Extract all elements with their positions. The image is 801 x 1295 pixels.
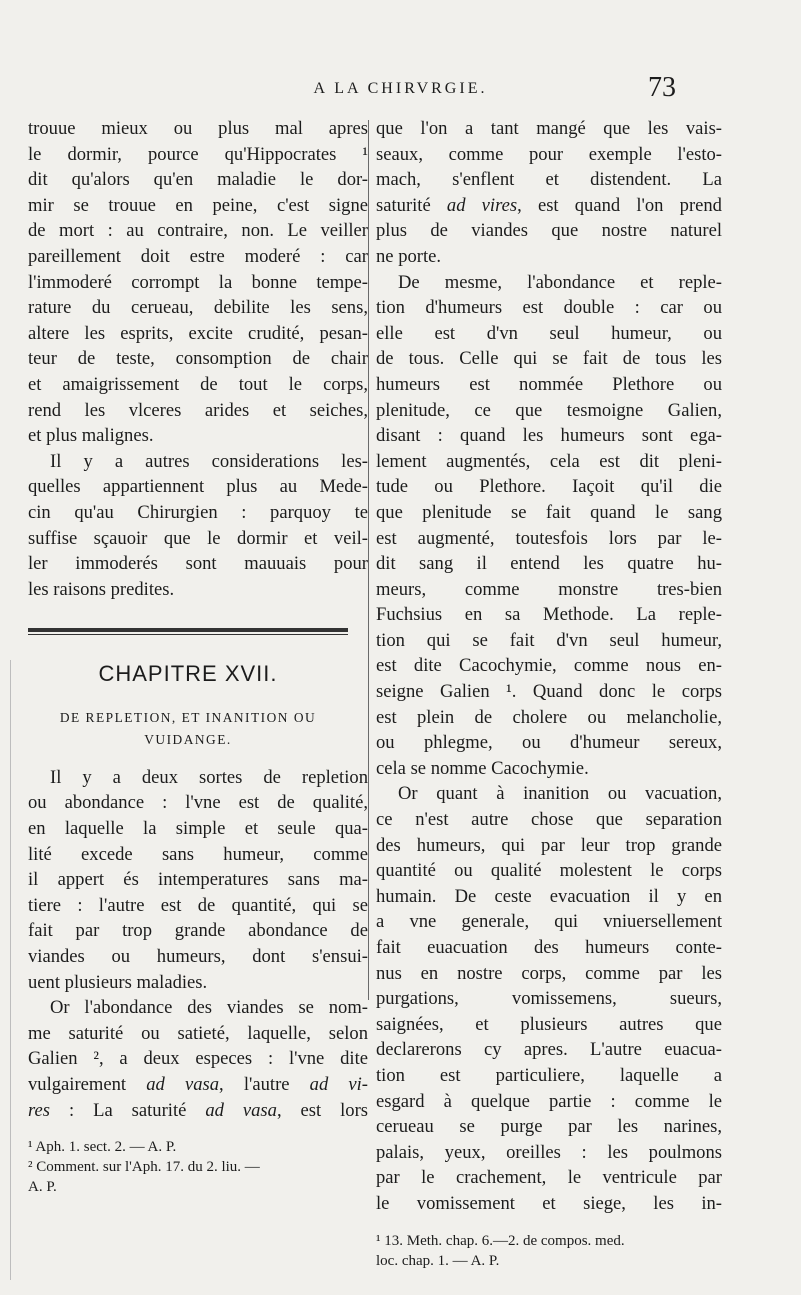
column-divider <box>368 120 369 1000</box>
text-line: pareillement doit estre moderé : car <box>28 245 368 267</box>
text-line: est plein de cholere ou melancholie, <box>376 706 722 728</box>
text-line: humain. De ceste evacuation il y en <box>376 885 722 907</box>
text-line: il appert és intemperatures sans ma- <box>28 869 368 891</box>
text-line: mach, s'enflent et distendent. La <box>376 169 722 191</box>
left-column <box>28 116 368 1197</box>
running-head: A LA CHIRVRGIE. <box>313 80 488 97</box>
italic-span: ad vasa <box>146 1074 220 1095</box>
text-line: elle est d'vn seul humeur, ou <box>376 322 722 344</box>
text-line: tion est particuliere, laquelle a <box>376 1064 722 1086</box>
text-line: les raisons predites. <box>28 578 175 600</box>
text-line: tiere : l'autre est de quantité, qui se <box>28 894 368 916</box>
text-line: esgard à quelque partie : comme le <box>376 1090 722 1112</box>
right-column <box>376 116 722 1271</box>
paragraph <box>28 995 368 1123</box>
text-line: suffise sçauoir que le dormir et veil- <box>28 527 368 549</box>
text-line: Or l'abondance des viandes se nom- <box>50 997 368 1019</box>
text-line: declarerons cy apres. L'autre euacua- <box>376 1039 722 1061</box>
text-line: trouue mieux ou plus mal apres <box>28 118 368 139</box>
text-line: ler immoderés sont mauuais pour <box>28 553 368 575</box>
text-span: saturité <box>376 194 447 216</box>
footnote-line: ¹ Aph. 1. sect. 2. — A. P. <box>28 1139 177 1156</box>
text-line: Il y a autres considerations les- <box>50 450 368 472</box>
text-line: meurs, comme monstre tres-bien <box>376 578 722 600</box>
text-line <box>28 1098 368 1124</box>
text-line: a vne generale, qui vniuersellement <box>376 911 722 933</box>
footnote-line: A. P. <box>28 1179 57 1196</box>
paragraph <box>376 270 722 782</box>
chapter-subtitle-line: VUIDANGE. <box>144 731 232 747</box>
margin-line <box>10 660 11 1280</box>
italic-span: res <box>28 1099 51 1121</box>
text-line: me saturité ou satieté, laquelle, selon <box>28 1022 368 1044</box>
text-line: teur de teste, consomption de chair <box>28 348 368 370</box>
paragraph <box>376 781 722 1216</box>
footnotes <box>28 1137 368 1197</box>
text-line: ou abondance : l'vne est de qualité, <box>28 792 368 814</box>
text-span: vulgairement <box>28 1074 147 1095</box>
text-line: seaux, comme pour exemple l'esto- <box>376 143 722 165</box>
italic-span: ad vires <box>446 194 518 216</box>
text-line: altere les esprits, excite crudité, pesan- <box>28 322 368 344</box>
text-line: seigne Galien ¹. Quand donc le corps <box>376 681 722 703</box>
chapter-subtitle-line: DE REPLETION, ET INANITION OU <box>59 709 317 725</box>
text-line: quelles appartiennent plus au Mede- <box>28 476 368 498</box>
paragraph <box>28 116 368 449</box>
italic-span: ad vi- <box>309 1074 368 1095</box>
text-line: ne porte. <box>376 245 442 267</box>
text-line: ce n'est autre chose que separation <box>376 809 722 831</box>
thin-rule <box>28 634 348 635</box>
text-line: disant : quand les humeurs sont ega- <box>376 425 722 447</box>
text-line: fait par trop grande abondance de <box>28 920 368 942</box>
text-line: et plus malignes. <box>28 425 154 447</box>
text-line: l'immoderé corrompt la bonne tempe- <box>28 271 368 293</box>
paragraph <box>28 449 368 603</box>
text-line: Il y a deux sortes de repletion <box>50 766 368 788</box>
text-line: lement augmentés, cela est dit pleni- <box>376 450 722 472</box>
text-span: : La saturité <box>50 1099 206 1121</box>
footnote-line: ² Comment. sur l'Aph. 17. du 2. liu. — <box>28 1159 260 1176</box>
text-line: viandes ou humeurs, dont s'ensui- <box>28 946 368 968</box>
text-line: ou phlegme, ou d'humeur sereux, <box>376 732 722 754</box>
text-line: dit sang il entend les quatre hu- <box>376 553 722 575</box>
text-line: est augmenté, toutesfois lors par le- <box>376 527 722 549</box>
text-line: des humeurs, qui par leur trop grande <box>376 834 722 856</box>
chapter-divider <box>28 628 368 635</box>
text-line: mir se trouue en peine, c'est signe <box>28 194 368 216</box>
text-line: saignées, et plusieurs autres que <box>376 1013 722 1035</box>
thick-rule <box>28 628 348 632</box>
text-line: plenitude, ce que tesmoigne Galien, <box>376 399 722 421</box>
text-line: nus en nostre corps, comme par les <box>376 962 722 984</box>
text-line: cela se nomme Cacochymie. <box>376 757 589 779</box>
text-line: fait euacuation des humeurs conte- <box>376 937 722 958</box>
text-line: tion d'humeurs est double : car ou <box>376 297 722 319</box>
text-line <box>376 193 722 219</box>
text-line: Galien ², a deux especes : l'vne dite <box>28 1048 368 1070</box>
text-line: purgations, vomissemens, sueurs, <box>376 988 722 1010</box>
text-line: en laquelle la simple et seule qua- <box>28 818 368 840</box>
text-line: de mort : au contraire, non. Le veiller <box>28 220 368 242</box>
text-line: le vomissement et siege, les in- <box>376 1192 722 1214</box>
text-line <box>28 1072 368 1098</box>
text-line: palais, yeux, oreilles : les poulmons <box>376 1141 722 1163</box>
text-line: que plenitude se fait quand le sang <box>376 501 722 523</box>
text-line: uent plusieurs maladies. <box>28 971 208 993</box>
footnote-line: loc. chap. 1. — A. P. <box>376 1252 500 1269</box>
text-line: est dite Cacochymie, comme nous en- <box>376 655 722 677</box>
text-span: , est quand l'on prend <box>517 194 722 216</box>
chapter-subtitle <box>28 707 348 751</box>
text-line: que l'on a tant mangé que les vais- <box>376 118 722 139</box>
text-line: Fuchsius en sa Methode. La reple- <box>376 604 722 626</box>
text-line: Or quant à inanition ou vacuation, <box>398 783 722 805</box>
footnote-line: ¹ 13. Meth. chap. 6.—2. de compos. med. <box>376 1232 625 1249</box>
text-line: rature du cerueau, debilite les sens, <box>28 297 368 319</box>
paragraph <box>28 765 368 995</box>
footnotes <box>376 1231 722 1271</box>
text-line: plus de viandes que nostre naturel <box>376 220 722 242</box>
text-line: de tous. Celle qui se fait de tous les <box>376 348 722 370</box>
text-line: dit qu'alors qu'en maladie le dor- <box>28 169 368 191</box>
page-number: 73 <box>648 72 676 103</box>
text-line: De mesme, l'abondance et reple- <box>398 271 722 293</box>
text-line: tude ou Plethore. Iaçoit qu'il die <box>376 476 722 498</box>
text-line: rend les vlceres arides et seiches, <box>28 399 368 421</box>
text-line: quantité ou qualité molestent le corps <box>376 860 722 882</box>
paragraph <box>376 116 722 270</box>
text-line: tion qui se fait d'vn seul humeur, <box>376 629 722 651</box>
text-span: , est lors <box>276 1099 369 1121</box>
text-line: lité excede sans humeur, comme <box>28 843 368 865</box>
text-line: et amaigrissement de tout le corps, <box>28 373 368 395</box>
text-span: , l'autre <box>219 1074 310 1095</box>
text-line: cerueau se purge par les narines, <box>376 1116 722 1138</box>
text-line: le dormir, pource qu'Hippocrates ¹ <box>28 143 368 165</box>
italic-span: ad vasa <box>205 1099 277 1121</box>
chapter-title: CHAPITRE XVII. <box>98 661 278 687</box>
text-line: humeurs est nommée Plethore ou <box>376 373 722 395</box>
text-line: par le crachement, le ventricule par <box>376 1167 722 1189</box>
text-line: cin qu'au Chirurgien : parquoy te <box>28 501 368 523</box>
